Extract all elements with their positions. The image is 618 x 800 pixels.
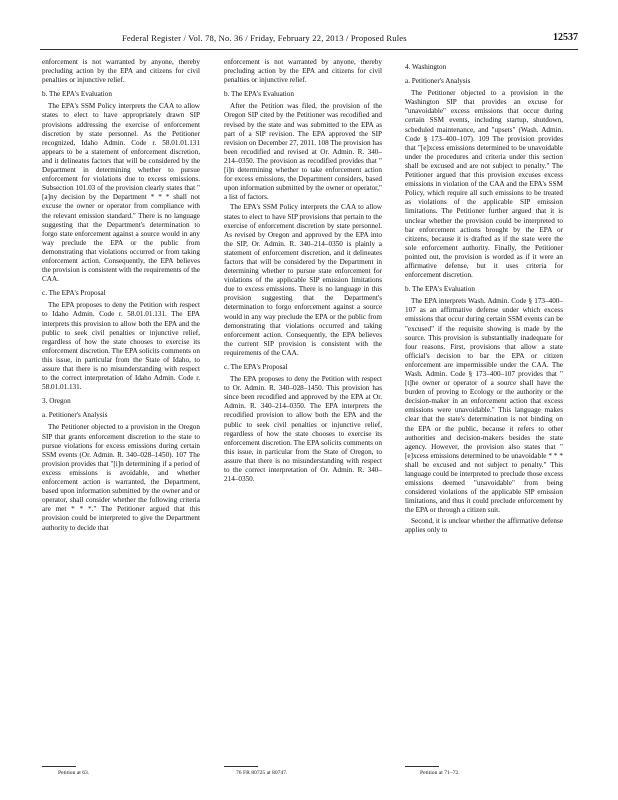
running-head: Federal Register / Vol. 78, No. 36 / Friday, February 22, 2013 / Proposed Rules	[122, 33, 407, 43]
section-heading: a. Petitioner's Analysis	[405, 77, 471, 86]
body-paragraph: The EPA interprets Wash. Admin. Code § 173–400–107 as an affirmative defense under which excess emissions that occur during certain SSM events can be "excused" if the requisite showing is made by the source. This provision is substantially inadequate for four reasons. First, provisions that allow a state official's decision to bar the EPA or citizen enforcement are impermissible under the CAA. The Wash. Admin. Code § 173–400–107 provides that "[t]he owner or operator of a source shall have the burden of proving to Ecology or the authority or the decision-maker in an enforcement action that excess emissions were unavoidable." This language makes clear that the state's determination is not binding on the EPA or the public, because it refers to other authorities and decision-makers besides the state agency. However, the provision also states that "[e]xcess emissions determined to be unavoidable * * * shall be excused and not subject to penalty." This language could be interpreted to preclude those excess emissions deemed "unavoidable" from being considered violations of the applicable SIP emission limitations, and thus it could preclude enforcement by the EPA or through a citizen suit.	[405, 297, 563, 515]
page-header	[0, 30, 618, 46]
body-paragraph: The EPA proposes to deny the Petition with respect to Idaho Admin. Code r. 58.01.01.131. The EPA interprets this provision to allow both the EPA and the public to seek civil penalties or injunctive relief, regardless of how the state chooses to exercise its enforcement discretion. The EPA solicits comments on this issue, in particular from the State of Idaho, to assure that there is no misunderstanding with respect to the correct interpretation of Idaho Admin. Code r. 58.01.01.131.	[42, 301, 200, 392]
section-heading: a. Petitioner's Analysis	[42, 411, 108, 420]
body-paragraph: enforcement is not warranted by anyone, thereby precluding action by the EPA and citizens for civil penalties or injunctive relief.	[42, 58, 200, 85]
section-heading: c. The EPA's Proposal	[224, 363, 288, 371]
column-2	[224, 58, 382, 740]
body-paragraph: enforcement is not warranted by anyone, thereby precluding action by the EPA and citizens for civil penalties or injunctive relief.	[224, 58, 382, 85]
column-3	[405, 58, 563, 740]
body-paragraph: The Petitioner objected to a provision in the Oregon SIP that grants enforcement discretion to the state to pursue violations for excess emissions during certain SSM events (Or. Admin. R. 340–028–1450). 107 The provision provides that "[i]n determining if a period of excess emissions is avoidable, and whether enforcement action is warranted, the Department, based upon information submitted by the owner and or operator, shall consider whether the following criteria are met * * *." The Petitioner argued that this provision could be interpreted to give the Department authority to decide that	[42, 423, 200, 532]
footnote-107: Petition at 63.	[58, 770, 90, 776]
body-paragraph: The EPA proposes to deny the Petition with respect to Or. Admin. R. 340–028–1450. This provision has since been recodified and approved by the EPA at Or. Admin. R. 340–214–0350. The EPA interprets the recodified provision to allow both the EPA and the public to seek civil penalties or injunctive relief, regardless of how the state chooses to exercise its enforcement discretion. The EPA solicits comments on this issue, in particular from the State of Oregon, to assure that there is no misunderstanding with respect to the correct interpretation of Or. Admin. R. 340–214–0350.	[224, 375, 382, 484]
header-rule	[40, 49, 578, 50]
section-heading: 4. Washington	[405, 63, 447, 71]
body-paragraph: The EPA's SSM Policy interprets the CAA to allow states to elect to have SIP provisions that pertain to the exercise of enforcement discretion by state personnel. As revised by Oregon and approved by the EPA into the SIP, Or. Admin. R. 340–214–0350 is plainly a statement of enforcement discretion, and it delineates factors that will be considered by the Department in determining whether to pursue state enforcement for violations of the applicable SIP emission limitations due to excess emissions. There is no language in this provision suggesting that the Department's determination to forgo enforcement against a source would in any way preclude the EPA or the public from demonstrating that violations occurred and taking enforcement action. Consequently, the EPA believes the current SIP provision is consistent with the requirements of the CAA.	[224, 203, 382, 357]
section-heading: b. The EPA's Evaluation	[405, 285, 475, 294]
section-heading: c. The EPA's Proposal	[42, 289, 106, 298]
footnote-rule	[405, 766, 439, 767]
body-paragraph: After the Petition was filed, the provision of the Oregon SIP cited by the Petitioner was recodified and revised by the state and was submitted to the EPA as part of a SIP revision. The EPA approved the SIP revision on December 27, 2011. 108 The provision has been recodified and revised at Or. Admin. R. 340–214–0350. The provision as recodified provides that "[i]n determining whether to take enforcement action for excess emissions, the Department considers, based upon information submitted by the owner or operator," a list of factors.	[224, 102, 382, 202]
footnote-rule	[42, 766, 76, 767]
column-1	[42, 58, 200, 740]
body-paragraph: The EPA's SSM Policy interprets the CAA to allow states to elect to have appropriately drawn SIP provisions addressing the exercise of enforcement discretion by state personnel. As the Petitioner recognized, Idaho Admin. Code r. 58.01.01.131 appears to be a statement of enforcement discretion, and it delineates factors that will be considered by the Department in determining whether to pursue enforcement for violations due to excess emissions. Subsection 101.03 of the provision clearly states that "[a]ny decision by the Department * * * shall not excuse the owner or operator from compliance with the relevant emission standard." There is no language suggesting that the Department's determination to forgo state enforcement against a source would in any way preclude the EPA or the public from demonstrating that violations occurred or from taking enforcement action. Consequently, the EPA believes the provision is consistent with the requirements of the CAA.	[42, 102, 200, 284]
body-paragraph: Second, it is unclear whether the affirmative defense applies only to	[405, 516, 563, 534]
body-paragraph: The Petitioner objected to a provision in the Washington SIP that provides an excuse for "unavoidable" excess emissions that occur during certain SSM events, including startup, shutdown, scheduled maintenance, and "upsets" (Wash. Admin. Code § 173–400–107). 109 The provision provides that "[e]xcess emissions determined to be unavoidable under the procedures and criteria under this section shall be excused and are not subject to penalty." The Petitioner argued that this provision excuses excess emissions in violation of the CAA and the EPA's SSM Policy, which require all such emissions to be treated as violations of the applicable SIP emission limitations. The Petitioner further argued that it is unclear whether the provision could be interpreted to bar enforcement actions brought by the EPA or citizens, because it is drafted as if the state were the sole enforcement authority. Finally, the Petitioner pointed out, the provision is worded as if it were an affirmative defense, but it uses criteria for enforcement discretion.	[405, 89, 563, 280]
footnote-rule	[224, 766, 258, 767]
section-heading: 3. Oregon	[42, 397, 71, 406]
section-heading: b. The EPA's Evaluation	[42, 90, 112, 99]
footnote-108: 76 FR 80725 at 80747.	[236, 770, 288, 776]
page-number: 12537	[553, 32, 578, 43]
footnote-109: Petition at 71–72.	[420, 770, 460, 776]
section-heading: b. The EPA's Evaluation	[224, 90, 294, 99]
